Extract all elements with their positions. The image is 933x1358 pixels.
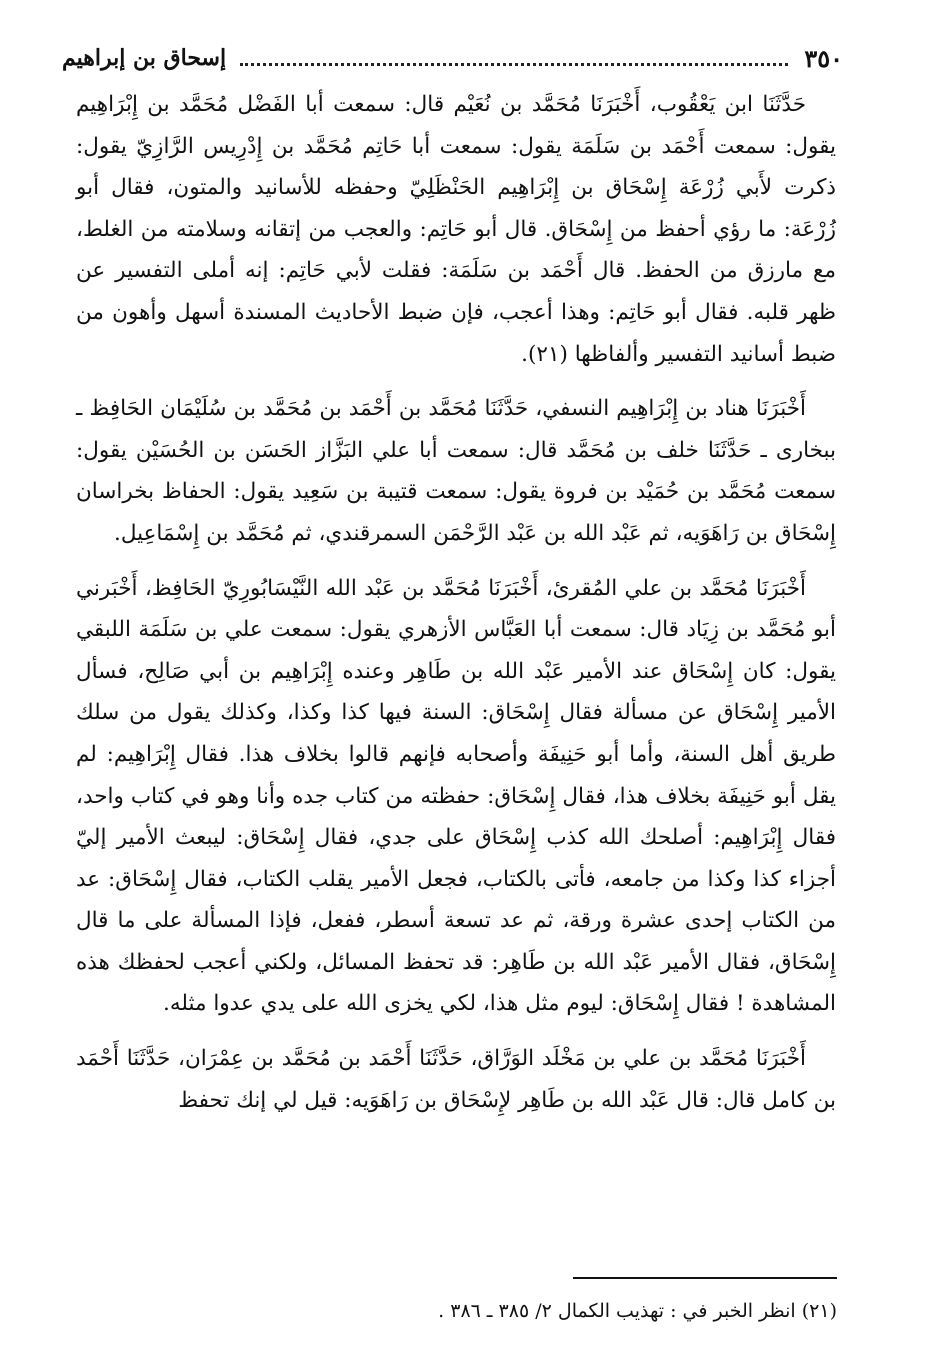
paragraph: حَدَّثَنَا ابن يَعْقُوب، أَخْبَرَنَا مُحَمَّد بن نُعَيْم قال: سمعت أبا الفَضْل مُحَمَّد بن إِبْرَاهِيم يقول: سمعت أَحْمَد بن سَلَمَة يقول: سمعت أبا حَاتِم مُحَمَّد بن إِدْرِيس الرَّازِيّ يقول: ذكرت لأَبي زُرْعَة إِسْحَاق بن إِبْرَاهِيم الحَنْظَلِيّ وحفظه للأسانيد والمتون، فقال أبو زُرْعَة: ما رؤي أحفظ من إِسْحَاق. قال أبو حَاتِم: والعجب من إتقانه وسلامته من الغلط، مع مارزق من الحفظ. قال أَحْمَد بن سَلَمَة: فقلت لأبي حَاتِم: إنه أملى التفسير عن ظهر قلبه. فقال أبو حَاتِم: وهذا أعجب، فإن ضبط الأحاديث المسندة أسهل وأهون من ضبط أسانيد التفسير وألفاظها (٢١).: [76, 92, 836, 367]
paragraph: أَخْبَرَنَا هناد بن إِبْرَاهِيم النسفي، حَدَّثَنَا مُحَمَّد بن أَحْمَد بن مُحَمَّد بن سُلَيْمَان الحَافِظ ـ ببخارى ـ حَدَّثَنَا خلف بن مُحَمَّد قال: سمعت أبا علي البَزَّاز الحَسَن بن الحُسَيْن يقول: سمعت مُحَمَّد بن حُمَيْد بن فروة يقول: سمعت قتيبة بن سَعِيد يقول: الحفاظ بخراسان إِسْحَاق بن رَاهَوَيه، ثم عَبْد الله بن عَبْد الرَّحْمَن السمرقندي، ثم مُحَمَّد بن إِسْمَاعِيل.: [76, 396, 836, 546]
footnote-separator: [573, 1277, 837, 1279]
page-number: ٣٥٠: [804, 43, 843, 73]
header-dotted-leader: [240, 63, 788, 66]
page-header: [62, 38, 843, 78]
footnote: (٢١) انظر الخبر في : تهذيب الكمال ٢/ ٣٨٥ ـ ٣٨٦ .: [438, 1300, 837, 1322]
paragraph: أَخْبَرَنَا مُحَمَّد بن علي بن مَخْلَد الوَرَّاق، حَدَّثَنَا أَحْمَد بن مُحَمَّد بن عِمْرَان، حَدَّثَنَا أَحْمَد بن كامل قال: قال عَبْد الله بن طَاهِر لإِسْحَاق بن رَاهَوَيه: قيل لي إنك تحفظ: [76, 1046, 836, 1113]
paragraph: أَخْبَرَنَا مُحَمَّد بن علي المُقرئ، أَخْبَرَنَا مُحَمَّد بن عَبْد الله النَّيْسَابُورِيّ الحَافِظ، أَخْبَرني أبو مُحَمَّد بن زِيَاد قال: سمعت أبا العَبَّاس الأزهري يقول: سمعت علي بن سَلَمَة اللبقي يقول: كان إِسْحَاق عند الأمير عَبْد الله بن طَاهِر وعنده إِبْرَاهِيم بن أبي صَالِح، فسأل الأمير إِسْحَاق عن مسألة فقال إِسْحَاق: السنة فيها كذا وكذا، وكذلك يقول من سلك طريق أهل السنة، وأما أبو حَنِيفَة وأصحابه فإنهم قالوا بخلاف هذا. فقال إِبْرَاهِيم: لم يقل أبو حَنِيفَة بخلاف هذا، فقال إِسْحَاق: حفظته من كتاب جده وأنا وهو في كتاب واحد، فقال إِبْرَاهِيم: أصلحك الله كذب إِسْحَاق على جدي، فقال إِسْحَاق: ليبعث الأمير إليّ أجزاء كذا وكذا من جامعه، فأتى بالكتاب، فجعل الأمير يقلب الكتاب، فقال إِسْحَاق: عد من الكتاب إحدى عشرة ورقة، ثم عد تسعة أسطر، ففعل، فإذا المسألة على ما قال إِسْحَاق، فقال الأمير عَبْد الله بن طَاهِر: قد تحفظ المسائل، ولكني أعجب لحفظك هذه المشاهدة ! فقال إِسْحَاق: ليوم مثل هذا، لكي يخزى الله على يدي عدوا مثله.: [76, 575, 836, 1017]
running-title: إسحاق بن إبراهيم: [62, 45, 227, 71]
main-text: [76, 84, 836, 1134]
